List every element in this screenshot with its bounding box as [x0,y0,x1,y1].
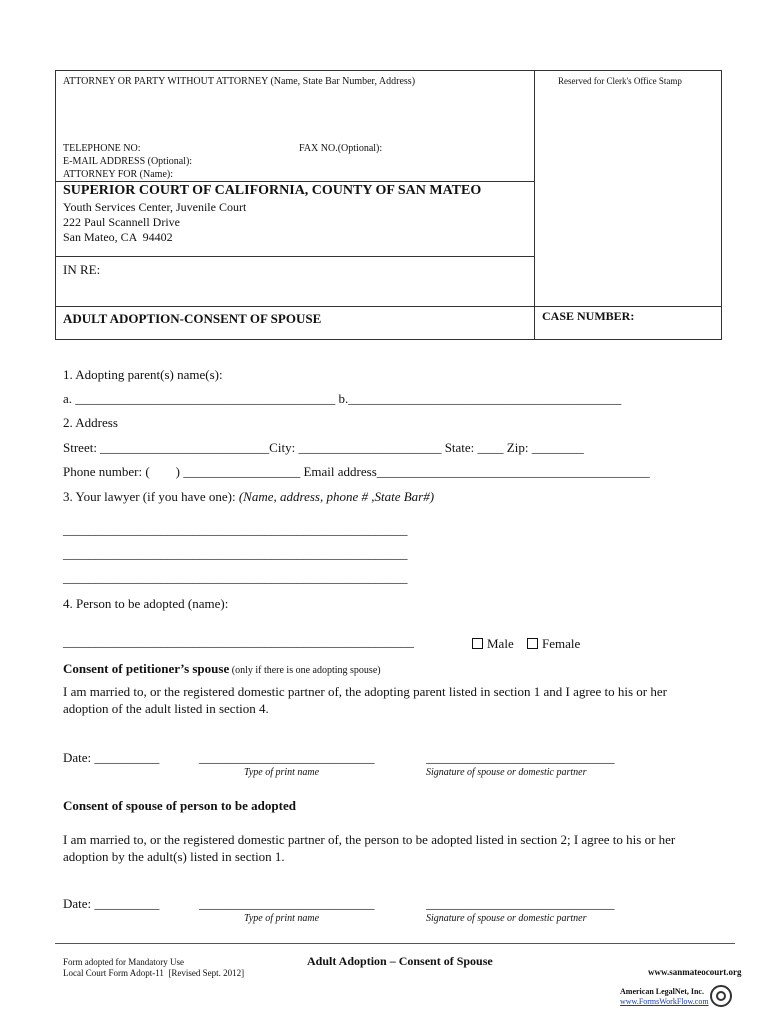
consent1-note: (only if there is one adopting spouse) [229,665,381,676]
consent2-print-name-line[interactable]: ___________________________ [199,896,375,911]
female-label: Female [542,636,581,651]
in-re-label: IN RE: [63,262,101,277]
section4-label: 4. Person to be adopted (name): [63,596,229,611]
section1-names-line[interactable]: a. ________________________________________ b.__________________________________________ [63,391,622,406]
email-label: E-MAIL ADDRESS (Optional): [63,156,193,167]
consent1-print-name-line[interactable]: ___________________________ [199,750,375,765]
lawyer-line-1[interactable]: _____________________________________________________ [63,522,408,537]
footer-divider [55,943,735,944]
male-option[interactable] [472,636,514,652]
consent1-date-line[interactable]: Date: __________ [63,750,160,765]
court-address-line3: San Mateo, CA 94402 [63,230,173,244]
consent2-text-line2: adoption by the adult(s) listed in section 1. [63,849,285,864]
footer-vendor-url[interactable]: www.FormsWorkFlow.com [620,997,709,1006]
section3-label [63,489,434,505]
consent1-text-line1: I am married to, or the registered domestic partner of, the adopting parent listed in section 1 and I agree to his or her [63,684,667,699]
consent1-heading: Consent of petitioner’s spouse [63,661,230,676]
footer-vendor: American LegalNet, Inc. [620,987,704,996]
court-name: SUPERIOR COURT OF CALIFORNIA, COUNTY OF SAN MATEO [63,183,482,198]
male-checkbox[interactable] [472,638,483,649]
adoptee-name-line[interactable]: ______________________________________________________ [63,634,414,649]
case-number-label: CASE NUMBER: [542,309,635,323]
section3-hint: (Name, address, phone # ,State Bar#) [238,489,435,504]
consent2-signature-line[interactable]: _____________________________ [426,896,615,911]
female-checkbox[interactable] [527,638,538,649]
court-address-line2: 222 Paul Scannell Drive [63,215,180,229]
court-address-line1: Youth Services Center, Juvenile Court [63,200,247,214]
consent2-date-line[interactable]: Date: __________ [63,896,160,911]
consent1-signature-line[interactable]: _____________________________ [426,750,615,765]
consent2-signature-caption: Signature of spouse or domestic partner [426,913,587,924]
male-label: Male [487,636,514,651]
fax-label: FAX NO.(Optional): [299,143,383,154]
section1-label: 1. Adopting parent(s) name(s): [63,367,223,382]
lawyer-line-2[interactable]: _____________________________________________________ [63,546,408,561]
form-title: ADULT ADOPTION-CONSENT OF SPOUSE [63,311,322,326]
in-re-box [55,256,535,307]
telephone-label: TELEPHONE NO: [63,143,141,154]
footer-website: www.sanmateocourt.org [648,967,742,977]
address-street-line[interactable]: Street: __________________________City: ______________________ State: ____ Zip: ________ [63,440,584,455]
consent1-heading-row [63,661,381,677]
footer-form-number: Local Court Form Adopt-11 [Revised Sept. 2012] [63,968,245,978]
consent1-print-caption: Type of print name [244,767,320,778]
attorney-label: ATTORNEY OR PARTY WITHOUT ATTORNEY (Name, State Bar Number, Address) [63,76,416,87]
consent2-heading: Consent of spouse of person to be adopted [63,798,296,813]
clerk-stamp-box [534,70,722,307]
footer-form-title: Adult Adoption – Consent of Spouse [307,954,493,968]
female-option[interactable] [527,636,580,652]
phone-email-line[interactable]: Phone number: ( ) __________________ Email address__________________________________________ [63,464,650,479]
consent1-signature-caption: Signature of spouse or domestic partner [426,767,587,778]
section2-label: 2. Address [63,415,118,430]
consent1-text-line2: adoption of the adult listed in section 4. [63,701,269,716]
footer-form-adopted: Form adopted for Mandatory Use [63,957,184,967]
section3-text: 3. Your lawyer (if you have one): [63,489,239,504]
clerk-stamp-label: Reserved for Clerk's Office Stamp [558,76,682,86]
lawyer-line-3[interactable]: _____________________________________________________ [63,570,408,585]
consent2-print-caption: Type of print name [244,913,320,924]
consent2-text-line1: I am married to, or the registered domestic partner of, the person to be adopted listed in section 2; I agree to his or her [63,832,676,847]
vendor-logo-icon [710,985,732,1007]
attorney-for-label: ATTORNEY FOR (Name): [63,169,173,180]
